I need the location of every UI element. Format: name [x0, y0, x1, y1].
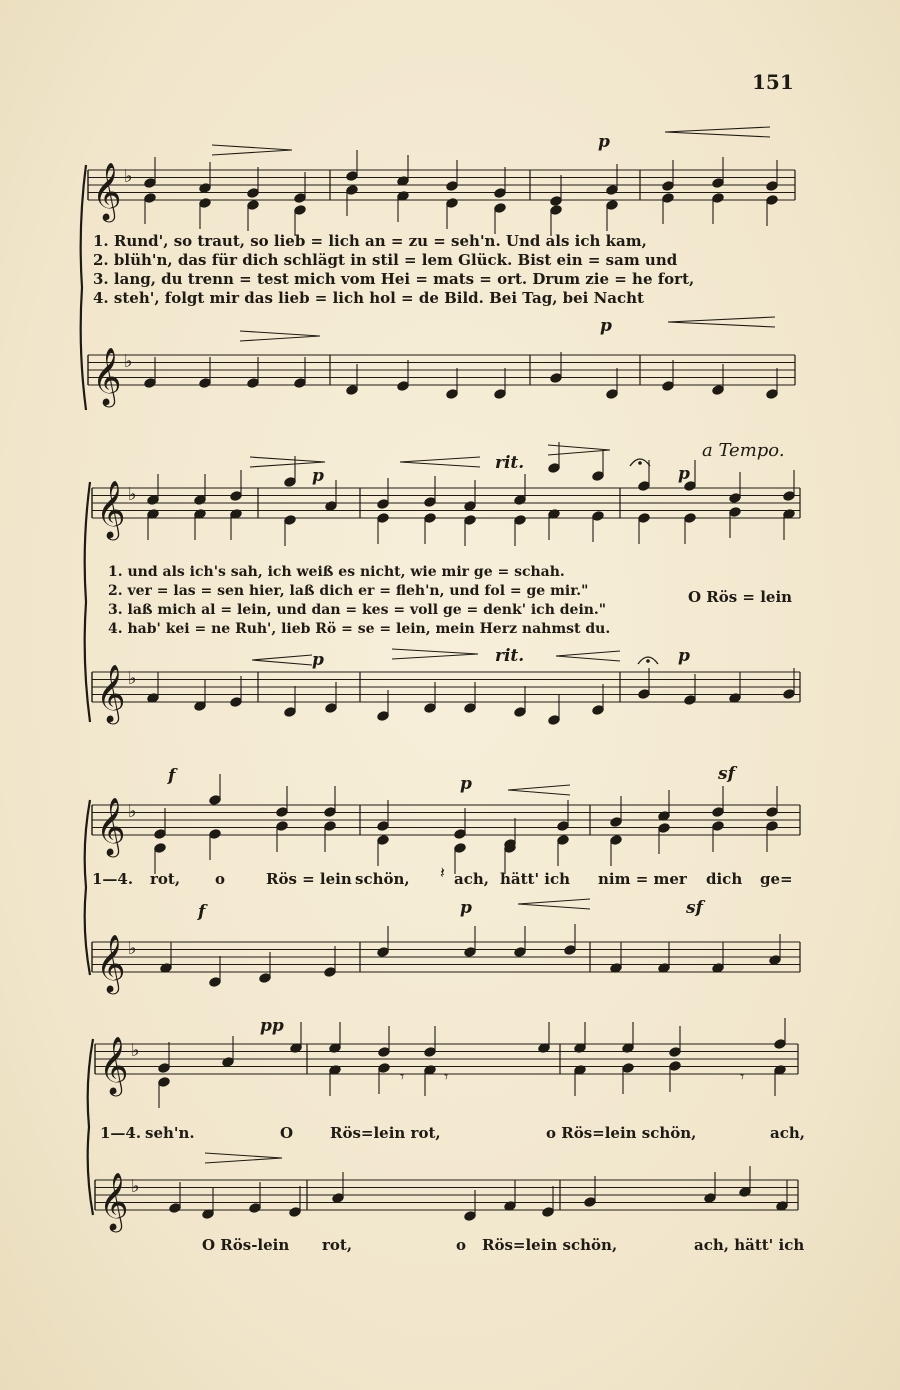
note — [584, 1197, 596, 1208]
note — [766, 195, 778, 206]
treble-clef: 𝄞 — [92, 347, 122, 405]
note — [592, 471, 604, 482]
treble-clef: 𝄞 — [96, 480, 126, 538]
dynamic-p: p — [600, 316, 612, 336]
refrain-text: O Rös = lein — [688, 588, 793, 606]
note — [766, 821, 778, 832]
lyric-word: o Rös=lein schön, — [546, 1124, 697, 1142]
note — [346, 385, 358, 396]
verse-label: 1—4. — [92, 870, 134, 888]
system-bracket — [85, 482, 90, 722]
note — [324, 807, 336, 818]
note — [199, 198, 211, 209]
note — [662, 193, 674, 204]
crescendo-hairpin — [400, 457, 480, 467]
note — [324, 821, 336, 832]
note — [564, 945, 576, 956]
note — [658, 823, 670, 834]
note — [684, 695, 696, 706]
note — [199, 378, 211, 389]
lyric-word: ach, hätt' ich — [694, 1236, 805, 1254]
lyric-word: Rös=lein rot, — [330, 1124, 441, 1142]
note — [454, 843, 466, 854]
system-bracket — [81, 165, 86, 410]
dynamic-sf: sf — [686, 898, 703, 918]
note — [230, 491, 242, 502]
note — [739, 1187, 751, 1198]
note — [729, 493, 741, 504]
note — [557, 821, 569, 832]
treble-clef: 𝄞 — [99, 1036, 129, 1094]
lyric-word: o — [456, 1236, 467, 1254]
flat-key-signature: ♭ — [128, 938, 137, 959]
lyric-word: O Rös-lein — [202, 1236, 290, 1254]
note — [209, 977, 221, 988]
note — [766, 389, 778, 400]
dynamic-p: p — [678, 464, 690, 484]
note — [464, 947, 476, 958]
note — [712, 385, 724, 396]
note — [494, 389, 506, 400]
note — [144, 378, 156, 389]
note — [209, 829, 221, 840]
note — [669, 1047, 681, 1058]
decrescendo-hairpin — [205, 1153, 282, 1163]
note — [494, 203, 506, 214]
note — [592, 511, 604, 522]
note — [550, 196, 562, 207]
rest: 𝄾 — [400, 1067, 405, 1086]
verse-line: 1. Rund', so traut, so lieb = lich an = zu = seh'n. Und als ich kam, — [93, 232, 647, 250]
ritardando-mark: rit. — [495, 646, 525, 666]
crescendo-hairpin — [252, 655, 312, 665]
note — [284, 707, 296, 718]
lyric-word: nim = mer — [598, 870, 687, 888]
note — [622, 1063, 634, 1074]
verse-line: 4. hab' kei = ne Ruh', lieb Rö = se = lein, mein Herz nahmst du. — [108, 621, 611, 637]
dynamic-pp: pp — [260, 1016, 284, 1036]
note — [324, 967, 336, 978]
flat-key-signature: ♭ — [124, 351, 133, 372]
treble-clef: 𝄞 — [99, 1172, 129, 1230]
note — [424, 703, 436, 714]
decrescendo-hairpin — [212, 145, 292, 155]
flat-key-signature: ♭ — [128, 484, 137, 505]
rest: 𝄽 — [440, 863, 445, 882]
verse-label: 1—4. — [100, 1124, 142, 1142]
lyric-word: dich — [706, 870, 743, 888]
note — [424, 1047, 436, 1058]
note — [199, 183, 211, 194]
note — [446, 389, 458, 400]
decrescendo-hairpin — [548, 445, 610, 455]
rest: 𝄾 — [444, 1067, 449, 1086]
note — [276, 807, 288, 818]
verse-line: 3. lang, du trenn = test mich vom Hei = mats = ort. Drum zie = he fort, — [93, 270, 695, 288]
system-bracket — [85, 800, 90, 975]
flat-key-signature: ♭ — [124, 166, 133, 187]
note — [249, 1203, 261, 1214]
note — [712, 193, 724, 204]
note — [289, 1207, 301, 1218]
note — [377, 947, 389, 958]
dynamic-p: p — [678, 646, 690, 666]
note — [247, 188, 259, 199]
note — [158, 1063, 170, 1074]
note — [194, 495, 206, 506]
lyric-word: rot, — [150, 870, 181, 888]
note — [606, 200, 618, 211]
note — [662, 381, 674, 392]
note — [606, 389, 618, 400]
crescendo-hairpin — [668, 317, 775, 327]
note — [662, 181, 674, 192]
note — [669, 1061, 681, 1072]
note — [247, 378, 259, 389]
lyric-word: seh'n. — [145, 1124, 195, 1142]
lyric-word: schön, — [355, 870, 410, 888]
fermata-dot — [638, 461, 642, 465]
treble-clef: 𝄞 — [96, 934, 126, 992]
note — [378, 1047, 390, 1058]
note — [638, 689, 650, 700]
note — [769, 955, 781, 966]
verse-line: 2. blüh'n, das für dich schlägt in stil = lem Glück. Bist ein = sam und — [93, 251, 678, 269]
lyric-word: O — [280, 1124, 294, 1142]
note — [154, 843, 166, 854]
note — [346, 185, 358, 196]
note — [209, 795, 221, 806]
crescendo-hairpin — [518, 899, 590, 909]
note — [464, 501, 476, 512]
lyric-word: hätt' ich — [500, 870, 571, 888]
note — [377, 821, 389, 832]
note — [514, 515, 526, 526]
note — [638, 481, 650, 492]
note — [638, 513, 650, 524]
dynamic-p: p — [460, 898, 472, 918]
note — [548, 463, 560, 474]
note — [276, 821, 288, 832]
treble-clef: 𝄞 — [96, 797, 126, 855]
lyric-word: ach, — [454, 870, 489, 888]
fermata-dot — [646, 659, 650, 663]
note — [712, 807, 724, 818]
note — [284, 477, 296, 488]
note — [514, 495, 526, 506]
note — [377, 513, 389, 524]
note — [397, 381, 409, 392]
dynamic-sf: sf — [718, 764, 735, 784]
system-bracket — [88, 1039, 93, 1215]
note — [144, 178, 156, 189]
note — [712, 821, 724, 832]
note — [684, 513, 696, 524]
note — [294, 193, 306, 204]
lyric-word: Rös=lein schön, — [482, 1236, 618, 1254]
note — [514, 947, 526, 958]
dynamic-p: p — [312, 466, 324, 486]
note — [592, 705, 604, 716]
dynamic-p: p — [460, 774, 472, 794]
note — [712, 178, 724, 189]
crescendo-hairpin — [665, 127, 770, 137]
note — [230, 697, 242, 708]
note — [158, 1077, 170, 1088]
note — [284, 515, 296, 526]
note — [729, 507, 741, 518]
treble-clef: 𝄞 — [92, 162, 122, 220]
note — [704, 1193, 716, 1204]
note — [424, 513, 436, 524]
note — [377, 499, 389, 510]
note — [144, 193, 156, 204]
lyric-word: ach, — [770, 1124, 805, 1142]
note — [377, 835, 389, 846]
note — [147, 495, 159, 506]
note — [464, 703, 476, 714]
ritardando-mark: rit. — [495, 453, 525, 473]
note — [454, 829, 466, 840]
note — [766, 807, 778, 818]
note — [169, 1203, 181, 1214]
note — [557, 835, 569, 846]
a-tempo-mark: a Tempo. — [702, 440, 785, 461]
note — [446, 198, 458, 209]
note — [377, 711, 389, 722]
flat-key-signature: ♭ — [131, 1176, 140, 1197]
dynamic-p: p — [598, 132, 610, 152]
note — [610, 835, 622, 846]
treble-clef: 𝄞 — [96, 664, 126, 722]
note — [259, 973, 271, 984]
decrescendo-hairpin — [240, 331, 320, 341]
note — [294, 205, 306, 216]
note — [550, 205, 562, 216]
note — [424, 497, 436, 508]
note — [294, 378, 306, 389]
note — [494, 188, 506, 199]
dynamic-f: f — [198, 902, 206, 922]
lyric-word: o — [215, 870, 226, 888]
lyric-word: Rös = lein — [266, 870, 352, 888]
note — [783, 491, 795, 502]
decrescendo-hairpin — [392, 649, 478, 659]
note — [774, 1039, 786, 1050]
note — [783, 689, 795, 700]
dynamic-p: p — [312, 650, 324, 670]
verse-line: 3. laß mich al = lein, und dan = kes = voll ge = denk' ich dein." — [108, 602, 607, 618]
page-number: 151 — [752, 70, 794, 94]
note — [464, 1211, 476, 1222]
dynamic-f: f — [168, 766, 176, 786]
crescendo-hairpin — [556, 651, 620, 661]
lyric-word: rot, — [322, 1236, 353, 1254]
crescendo-hairpin — [508, 785, 570, 795]
note — [325, 703, 337, 714]
note — [550, 373, 562, 384]
verse-line: 4. steh', folgt mir das lieb = lich hol = de Bild. Bei Tag, bei Nacht — [93, 289, 644, 307]
note — [464, 515, 476, 526]
note — [332, 1193, 344, 1204]
verse-line: 2. ver = las = sen hier, laß dich er = fleh'n, und fol = ge mir." — [108, 583, 589, 599]
note — [446, 181, 458, 192]
note — [548, 715, 560, 726]
note — [514, 707, 526, 718]
note — [222, 1057, 234, 1068]
note — [325, 501, 337, 512]
note — [766, 181, 778, 192]
lyric-word: ge= — [760, 870, 793, 888]
rest: 𝄾 — [740, 1067, 745, 1086]
note — [247, 200, 259, 211]
flat-key-signature: ♭ — [128, 801, 137, 822]
note — [610, 817, 622, 828]
note — [378, 1063, 390, 1074]
flat-key-signature: ♭ — [131, 1040, 140, 1061]
note — [606, 185, 618, 196]
note — [542, 1207, 554, 1218]
note — [346, 171, 358, 182]
flat-key-signature: ♭ — [128, 668, 137, 689]
verse-line: 1. und als ich's sah, ich weiß es nicht, wie mir ge = schah. — [108, 564, 565, 580]
note — [154, 829, 166, 840]
